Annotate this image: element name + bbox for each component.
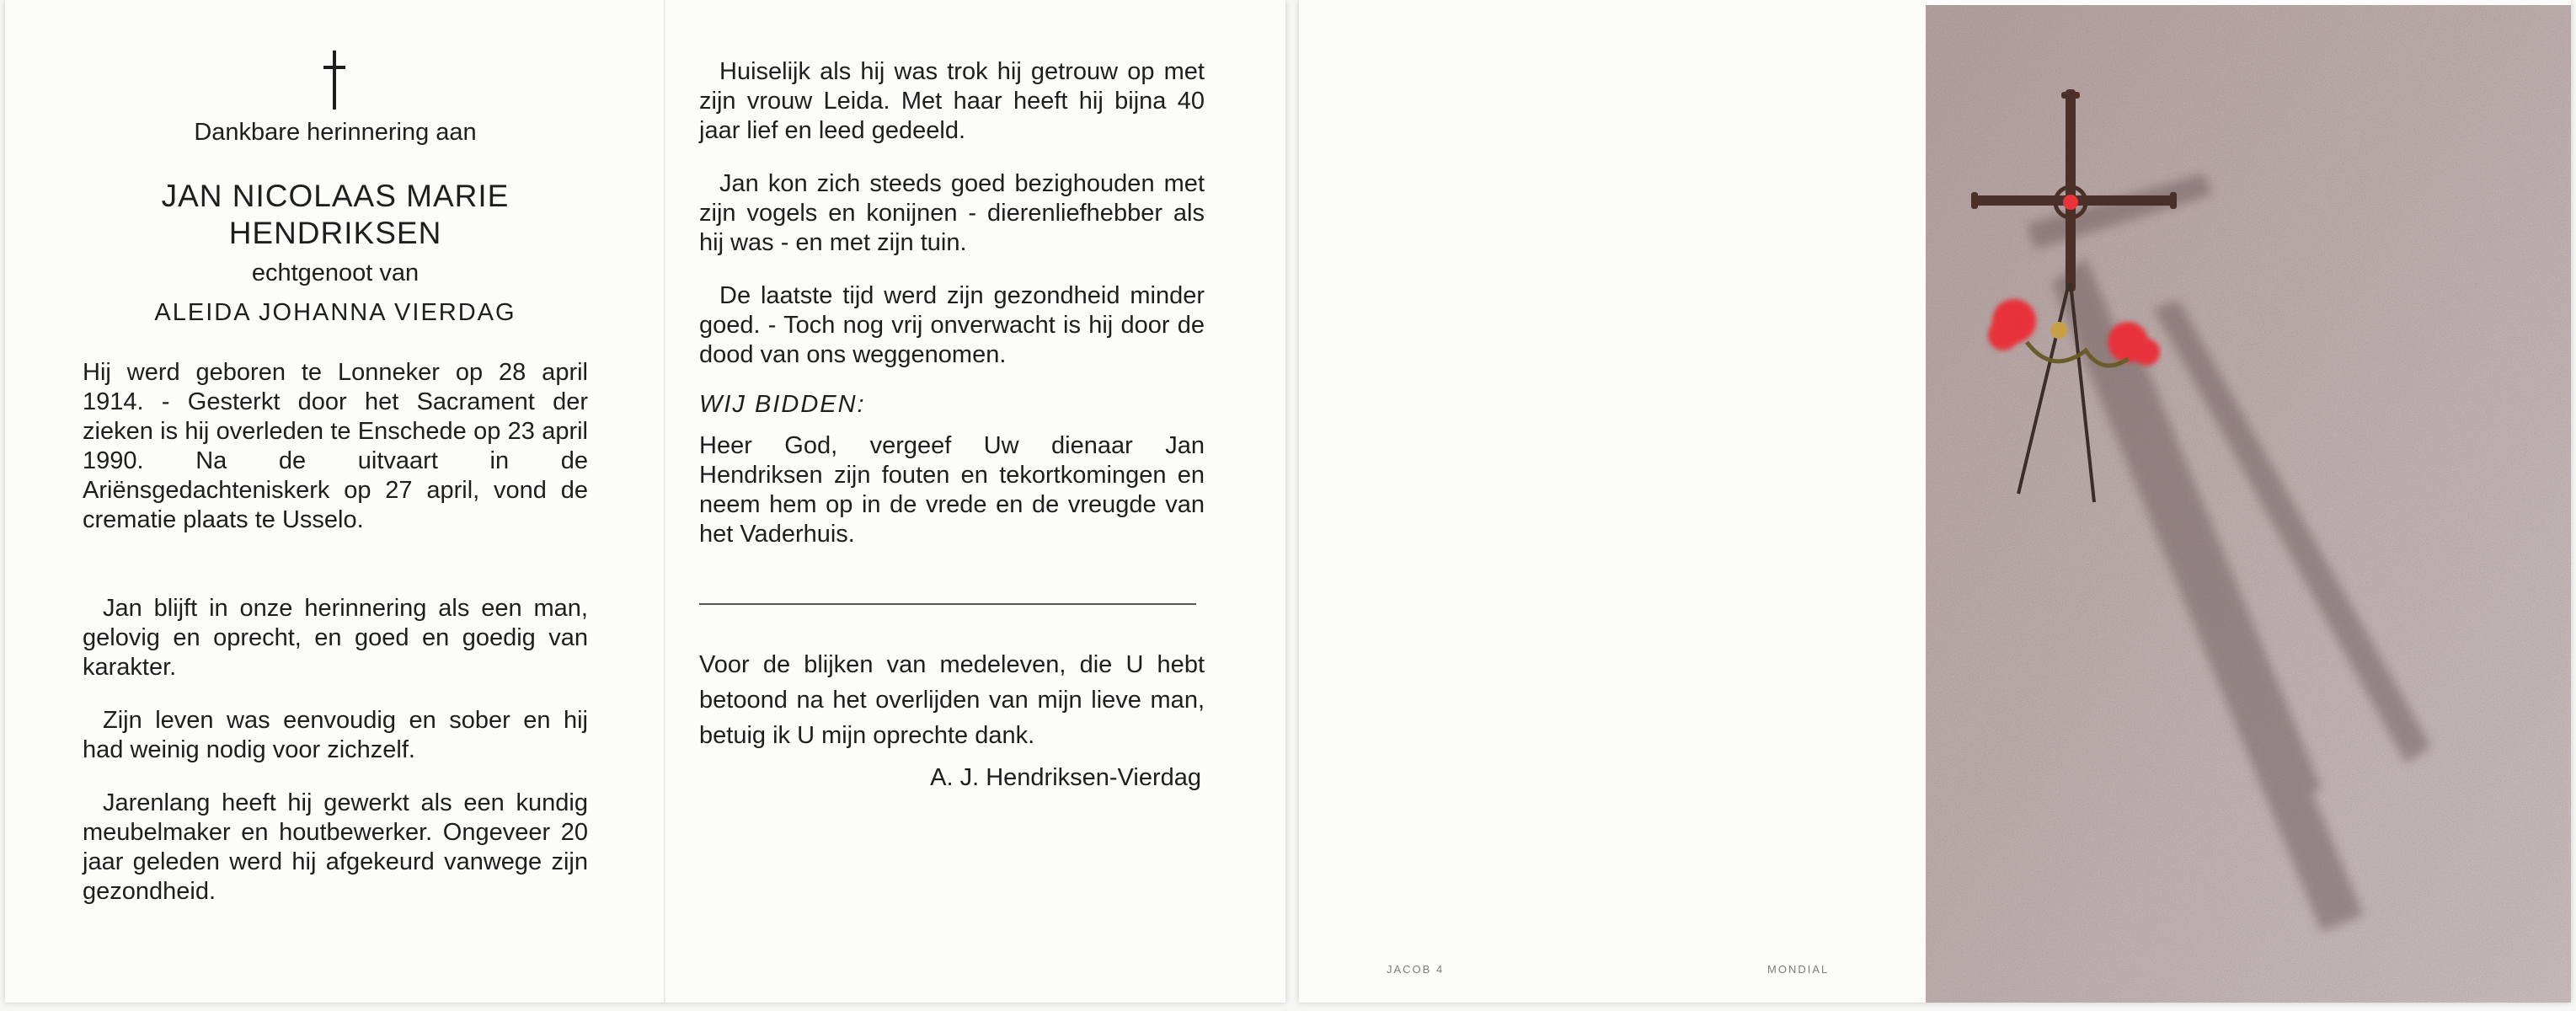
page-right: [699, 0, 1205, 1003]
cross-photo-image: [1926, 5, 2571, 1003]
thanks-text: Voor de blijken van medeleven, die U hebt betoond na het overlijden van mijn lieve man, betuig ik U mijn oprechte dank.: [699, 651, 1205, 749]
name-line-2: HENDRIKSEN: [228, 216, 442, 250]
paragraph-health: De laatste tijd werd zijn gezondheid minder goed. - Toch nog vrij onverwacht is hij door de dood van ons weggenomen.: [699, 282, 1205, 368]
imprint-code: JACOB 4: [1387, 963, 1445, 976]
page-left: [83, 0, 588, 1003]
deceased-name: [83, 178, 588, 252]
imprint-publisher: MONDIAL: [1767, 963, 1830, 976]
paragraph-life: Zijn leven was eenvoudig en sober en hij had weinig nodig voor zichzelf.: [83, 707, 588, 763]
paragraph-hobbies: Jan kon zich steeds goed bezighouden met zijn vogels en konijnen - dierenliefhebber als hij was - en met zijn tuin.: [699, 170, 1205, 256]
right-text-block: [699, 57, 1205, 793]
name-line-1: JAN NICOLAAS MARIE: [161, 179, 510, 213]
card-outer-spread: [1299, 0, 2571, 1003]
wall-texture: [1926, 5, 2571, 1003]
spouse-name: ALEIDA JOHANNA VIERDAG: [154, 299, 516, 326]
prayer-title: WIJ BIDDEN:: [699, 391, 866, 418]
paragraph-home: Huiselijk als hij was trok hij getrouw op met zijn vrouw Leida. Met haar heeft hij bijna 40 jaar lief en leed gedeeld.: [699, 58, 1205, 144]
paragraph-work: Jarenlang heeft hij gewerkt als een kundig meubelmaker en houtbewerker. Ongeveer 20 jaar geleden werd hij afgekeurd vanwege zijn gezondheid.: [83, 789, 588, 905]
cross-icon: [322, 51, 347, 110]
spouse-label: echtgenoot van: [251, 259, 420, 286]
intro-block: [83, 118, 588, 907]
signature: A. J. Hendriksen-Vierdag: [930, 764, 1201, 791]
biography: Hij werd geboren te Lonneker op 28 april 1914. - Gesterkt door het Sacrament der zieken is hij overleden te Enschede op 23 april 1990. Na de uitvaart in de Ariënsgedachteniskerk op 27 april, vond de crematie plaats te Usselo.: [83, 359, 588, 533]
prayer-text: Heer God, vergeef Uw dienaar Jan Hendriksen zijn fouten en tekortkomingen en neem hem op in de vrede en de vreugde van het Vaderhuis.: [699, 432, 1205, 548]
paragraph-memory: Jan blijft in onze herinnering als een man, gelovig en oprecht, en goed en goedig van karakter.: [83, 595, 588, 681]
divider-line: [699, 603, 1196, 605]
cover-photo: [1926, 5, 2571, 1003]
card-inner-spread: [5, 0, 1285, 1003]
heading: Dankbare herinnering aan: [194, 119, 477, 146]
fold-line: [664, 0, 665, 1003]
